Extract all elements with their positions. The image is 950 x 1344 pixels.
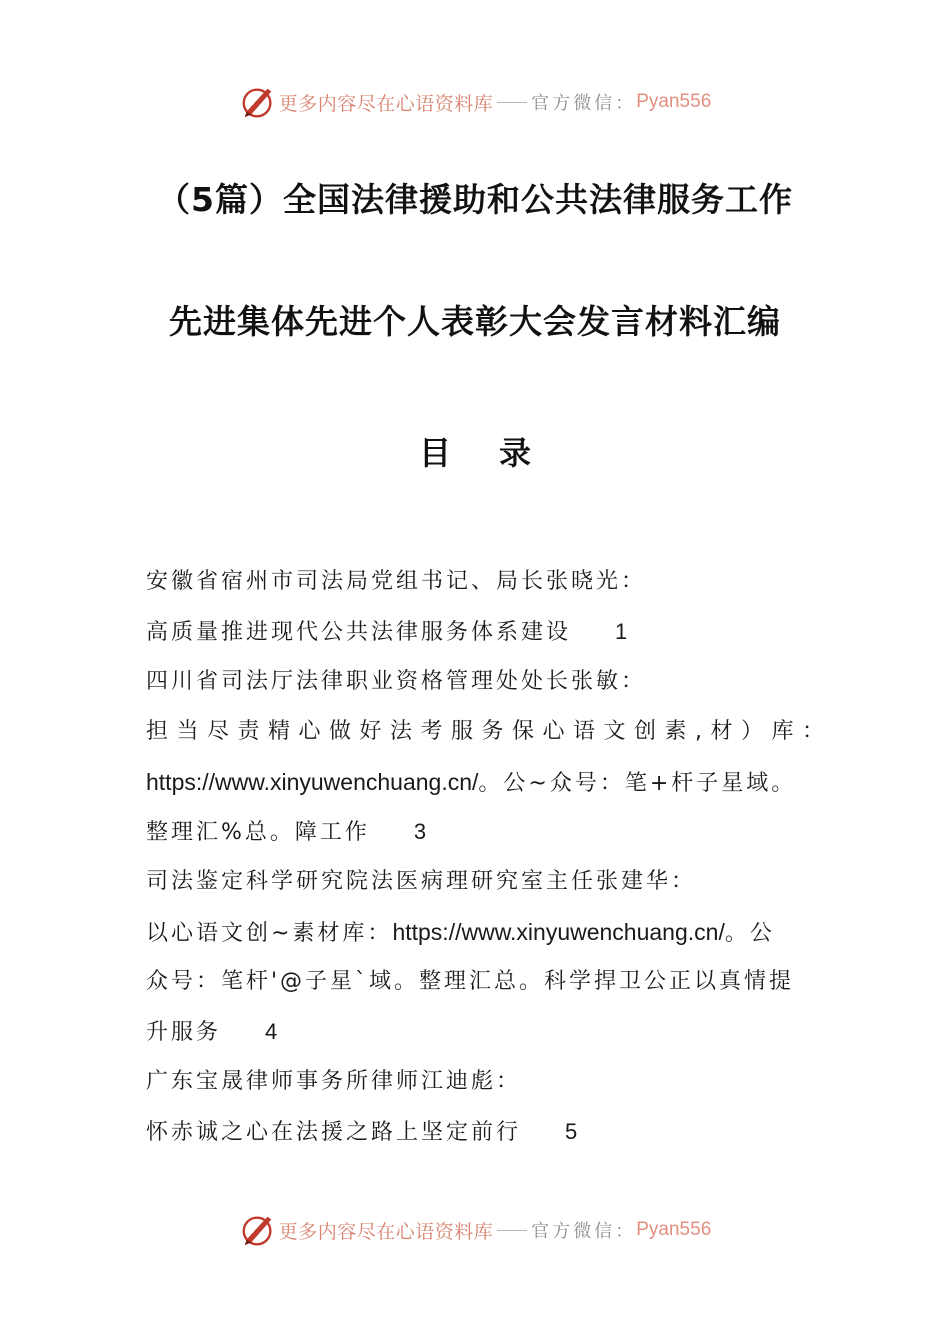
toc-topic-text: 升服务 [146,1020,222,1045]
toc-url[interactable]: https://www.xinyuwenchuang.cn/ [146,769,479,795]
toc-speaker: 司法鉴定科学研究院法医病理研究室主任张建华： [146,869,697,894]
toc-speaker: 四川省司法厅法律职业资格管理处处长张敏： [146,669,647,694]
toc-page-number: 3 [413,819,427,844]
pen-circle-icon [239,1211,277,1249]
toc-heading-char-2: 录 [499,434,532,472]
document-title-line-1: （5篇）全国法律援助和公共法律服务工作 [157,180,793,219]
watermark-id: Pyan556 [636,1219,712,1240]
watermark-divider [497,102,527,103]
toc-entry-2[interactable] [146,807,816,857]
toc-topic-text: 整理汇%总。障工作 [146,820,370,845]
toc-url[interactable]: https://www.xinyuwenchuang.cn/ [392,919,725,945]
watermark-id: Pyan556 [636,91,712,112]
header-watermark [0,80,950,124]
toc-entry-1[interactable] [146,607,816,657]
toc-topic-text: 。公 [724,921,775,946]
toc-topic: 怀赤诚之心在法援之路上坚定前行 [146,1120,522,1145]
toc-entry-4[interactable] [146,1107,816,1157]
toc-topic: 高质量推进现代公共法律服务体系建设 [146,620,572,645]
footer-watermark [0,1208,950,1252]
document-title-line-2: 先进集体先进个人表彰大会发言材料汇编 [169,302,781,341]
pen-circle-icon [239,83,277,121]
watermark-text: 更多内容尽在心语资料库 [278,92,494,115]
toc-speaker: 广东宝晟律师事务所律师江迪彪： [146,1069,522,1094]
watermark-text: 更多内容尽在心语资料库 [278,1220,494,1243]
watermark-label: 官方微信： [531,93,637,114]
table-of-contents [146,557,833,1157]
toc-page-number: 1 [615,619,628,644]
toc-speaker: 安徽省宿州市司法局党组书记、局长张晓光： [146,569,647,594]
watermark-label: 官方微信： [531,1221,637,1242]
toc-topic [146,907,816,957]
toc-page-number: 5 [565,1119,578,1144]
toc-entry-3[interactable] [146,1007,816,1057]
toc-topic-continued: 众号：笔杆'@子星`域。整理汇总。科学捍卫公正以真情提 [146,969,795,994]
toc-topic-text: 。公~众号：笔+杆子星域。 [478,771,797,796]
toc-topic: 担当尽责精心做好法考服务保心语文创素,材）库： [146,719,833,744]
toc-heading [0,428,950,474]
toc-heading-char-1: 目 [418,434,451,472]
toc-topic-text: 以心语文创~素材库： [146,921,393,946]
toc-page-number: 4 [265,1019,278,1044]
watermark-divider [497,1230,527,1231]
toc-topic-continued [146,757,816,807]
